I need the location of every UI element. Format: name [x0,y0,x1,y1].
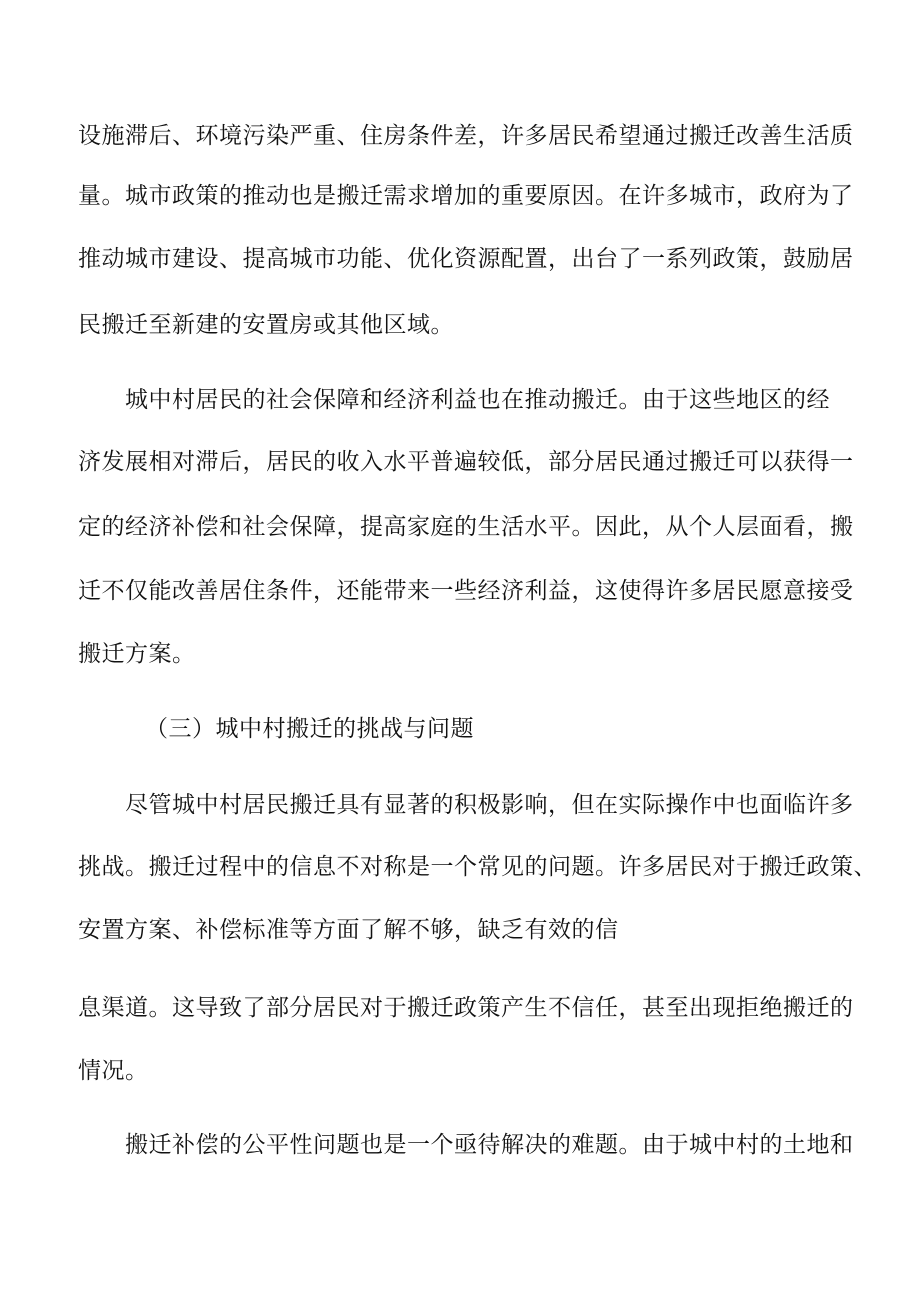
text-line-14: 息渠道。这导致了部分居民对于搬迁政策产生不信任，甚至出现拒绝搬迁的 [78,995,854,1021]
section-heading: （三）城中村搬迁的挑战与问题 [145,716,474,742]
paragraph-4-first-line: 搬迁补偿的公平性问题也是一个亟待解决的难题。由于城中村的土地和 [125,1132,854,1158]
text-line-9: 搬迁方案。 [78,641,196,667]
text-line-8: 迁不仅能改善居住条件，还能带来一些经济利益，这使得许多居民愿意接受 [78,578,854,604]
text-line-2: 量。城市政策的推动也是搬迁需求增加的重要原因。在许多城市，政府为了 [78,183,854,209]
text-line-1: 设施滞后、环境污染严重、住房条件差，许多居民希望通过搬迁改善生活质 [78,123,854,149]
paragraph-2-first-line: 城中村居民的社会保障和经济利益也在推动搬迁。由于这些地区的经 [125,387,830,413]
text-line-6: 济发展相对滞后，居民的收入水平普遍较低，部分居民通过搬迁可以获得一 [78,449,854,475]
text-line-4: 民搬迁至新建的安置房或其他区域。 [78,312,454,338]
paragraph-3-first-line: 尽管城中村居民搬迁具有显著的积极影响，但在实际操作中也面临许多 [125,792,854,818]
text-line-7: 定的经济补偿和社会保障，提高家庭的生活水平。因此，从个人层面看，搬 [78,514,854,540]
text-line-15: 情况。 [78,1058,149,1084]
text-line-12: 挑战。搬迁过程中的信息不对称是一个常见的问题。许多居民对于搬迁政策、 [78,854,877,880]
text-line-13: 安置方案、补偿标准等方面了解不够，缺乏有效的信 [78,917,619,943]
text-line-3: 推动城市建设、提高城市功能、优化资源配置，出台了一系列政策，鼓励居 [78,246,854,272]
